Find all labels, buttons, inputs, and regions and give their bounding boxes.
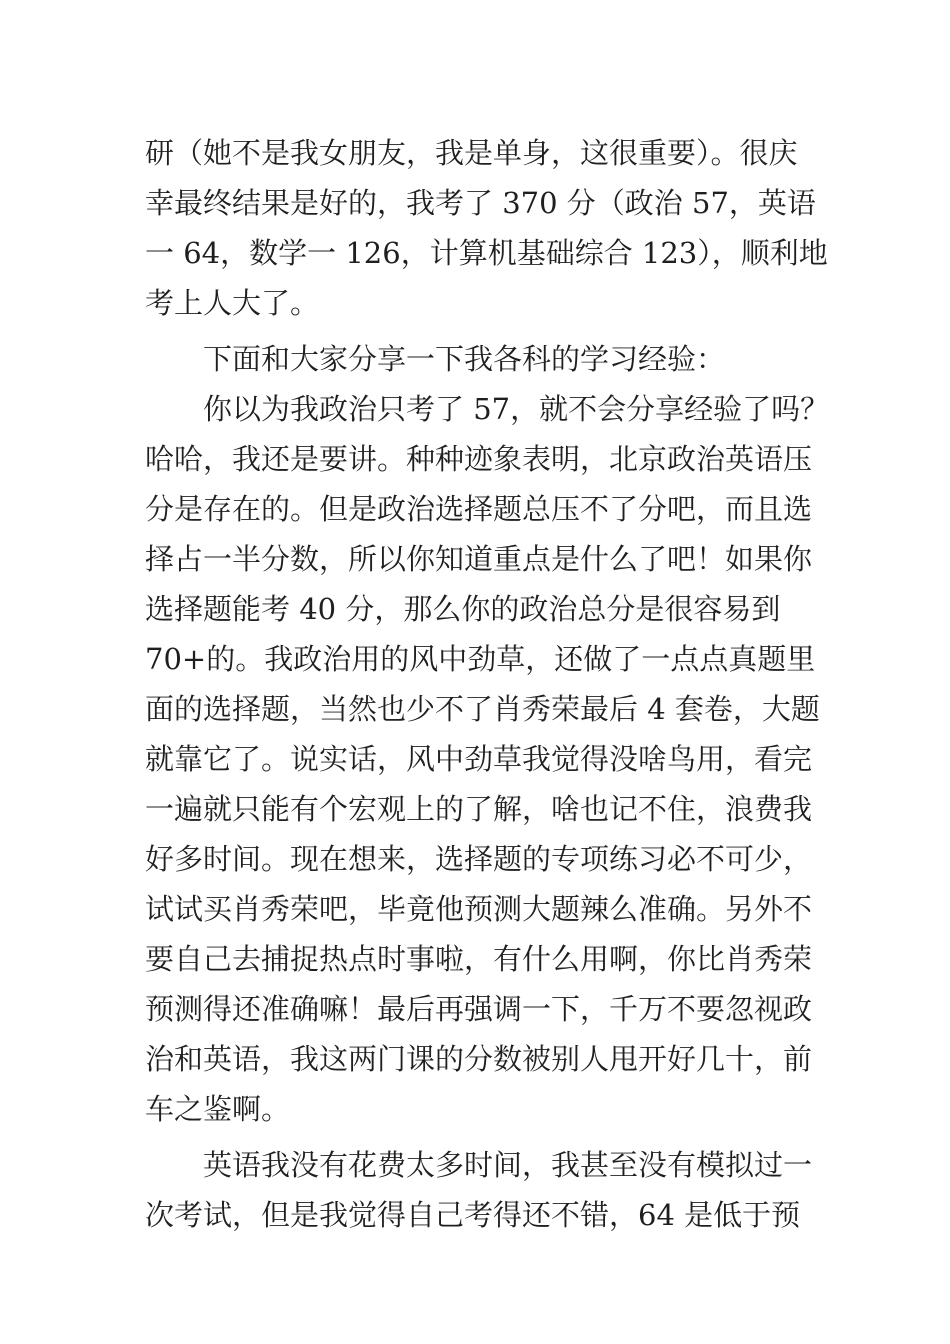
text-line: 70+的。我政治用的风中劲草，还做了一点点真题里 (145, 642, 816, 676)
text-line: 面的选择题，当然也少不了肖秀荣最后 4 套卷，大题 (145, 692, 820, 726)
text-line: 研（她不是我女朋友，我是单身，这很重要）。很庆 (145, 136, 798, 170)
text-line: 幸最终结果是好的，我考了 370 分（政治 57，英语 (145, 186, 816, 220)
paragraph-2 (145, 334, 810, 384)
text-line: 英语我没有花费太多时间，我甚至没有模拟过一 (203, 1148, 813, 1182)
text-line: 预测得还准确嘛！最后再强调一下，千万不要忽视政 (145, 992, 813, 1026)
paragraph-3 (145, 384, 830, 1134)
text-line: 就靠它了。说实话，风中劲草我觉得没啥鸟用，看完 (145, 742, 813, 776)
text-line: 治和英语，我这两门课的分数被别人甩开好几十，前 (145, 1042, 813, 1076)
text-line: 要自己去捕捉热点时事啦，有什么用啊，你比肖秀荣 (145, 942, 813, 976)
text-line: 选择题能考 40 分，那么你的政治总分是很容易到 (145, 592, 781, 626)
text-line: 哈哈，我还是要讲。种种迹象表明，北京政治英语压 (145, 442, 813, 476)
text-line: 车之鉴啊。 (145, 1092, 291, 1126)
text-line: 一 64，数学一 126，计算机基础综合 123），顺利地 (145, 236, 828, 270)
text-line: 择占一半分数，所以你知道重点是什么了吧！如果你 (145, 542, 813, 576)
text-line: 你以为我政治只考了 57，就不会分享经验了吗？ (203, 392, 830, 426)
text-line: 分是存在的。但是政治选择题总压不了分吧，而且选 (145, 492, 813, 526)
text-line: 好多时间。现在想来，选择题的专项练习必不可少， (145, 842, 813, 876)
paragraph-1 (145, 128, 828, 328)
paragraph-4 (145, 1140, 813, 1240)
body-text (145, 128, 830, 1240)
text-line: 次考试，但是我觉得自己考得还不错，64 是低于预 (145, 1198, 801, 1232)
text-line: 下面和大家分享一下我各科的学习经验： (203, 342, 726, 376)
text-line: 一遍就只能有个宏观上的了解，啥也记不住，浪费我 (145, 792, 813, 826)
text-line: 考上人大了。 (145, 286, 320, 320)
text-line: 试试买肖秀荣吧，毕竟他预测大题辣么准确。另外不 (145, 892, 813, 926)
